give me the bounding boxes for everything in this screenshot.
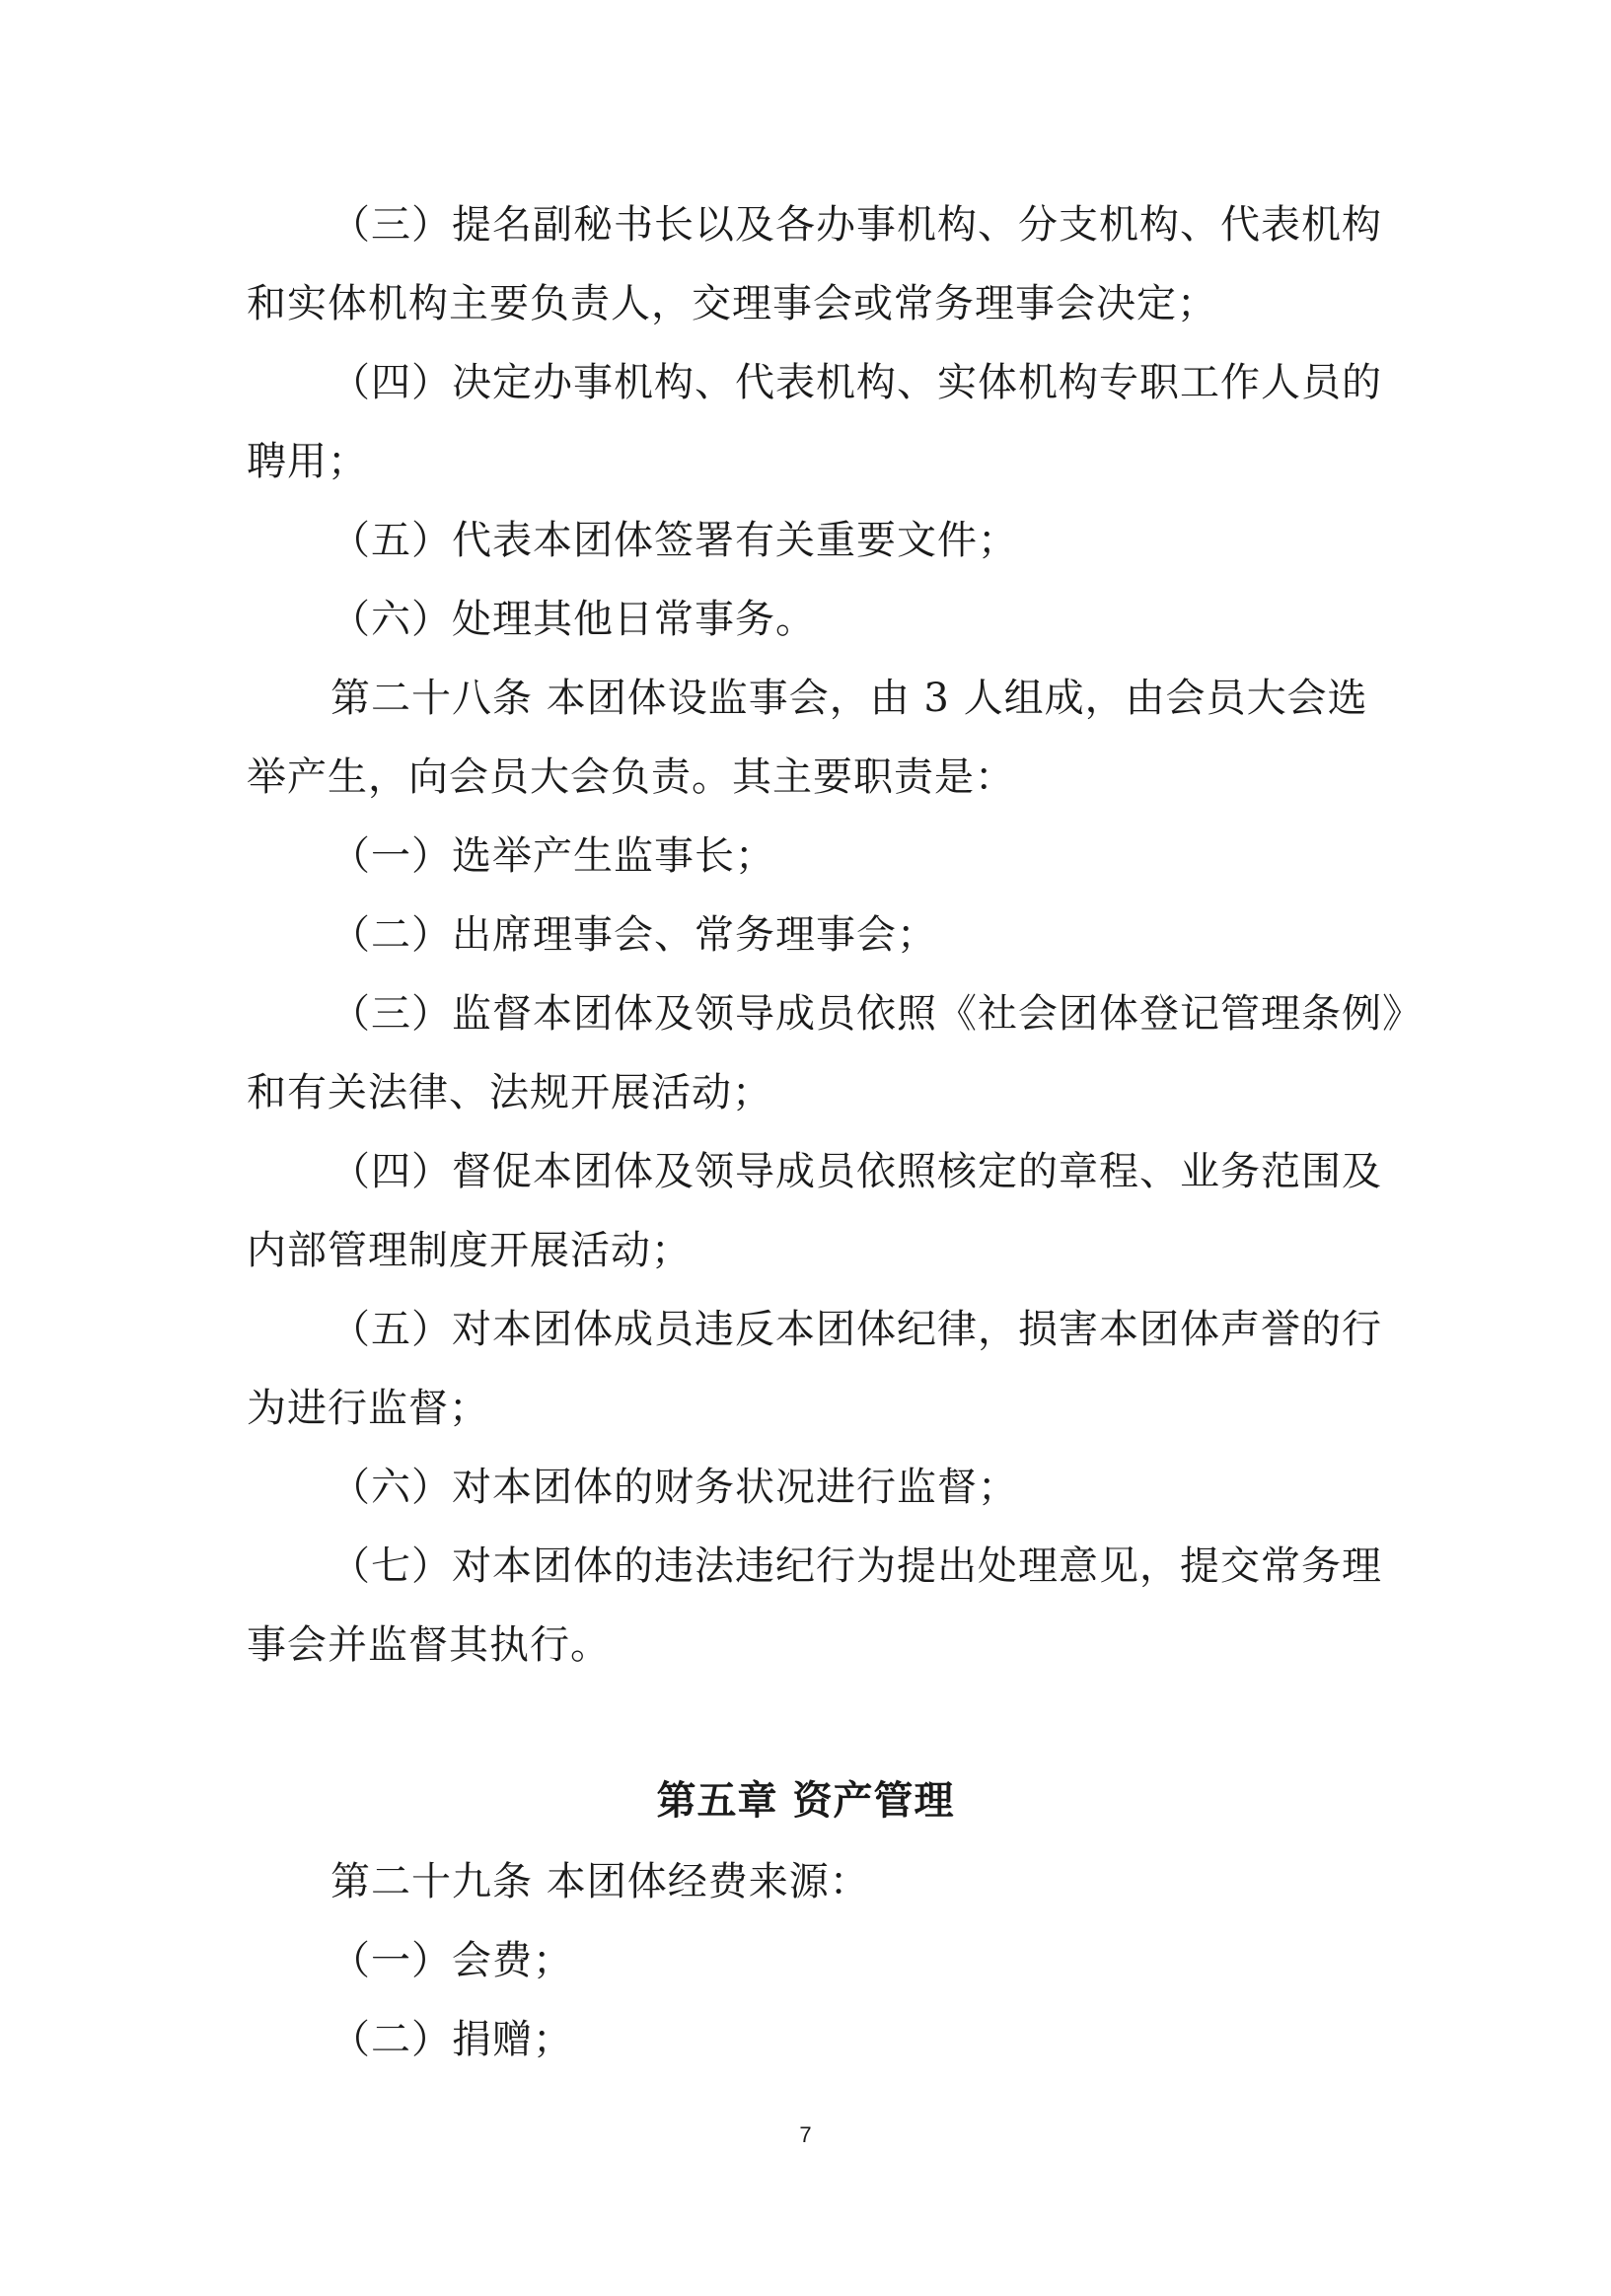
- paragraph: [247, 1527, 1381, 1685]
- paragraph: [247, 2000, 1381, 2079]
- paragraph-line: （四）督促本团体及领导成员依照核定的章程、业务范围及: [330, 1149, 1382, 1194]
- paragraph-line: （三）提名副秘书长以及各办事机构、分支机构、代表机构: [330, 202, 1382, 248]
- paragraph-line: （六）对本团体的财务状况进行监督；: [330, 1465, 1018, 1510]
- paragraph: [247, 896, 1381, 974]
- paragraph-line: （五）对本团体成员违反本团体纪律，损害本团体声誉的行: [330, 1307, 1382, 1352]
- chapter-heading: 第五章 资产管理: [656, 1778, 955, 1824]
- paragraph-line: 和实体机构主要负责人，交理事会或常务理事会决定；: [247, 281, 1217, 326]
- paragraph: [247, 1842, 1381, 1921]
- paragraph: [247, 185, 1381, 343]
- paragraph-line: 第二十八条 本团体设监事会，由 3 人组成，由会员大会选: [330, 676, 1368, 721]
- paragraph-line: （二）捐赠；: [330, 2017, 573, 2062]
- paragraph-line: （六）处理其他日常事务。: [330, 597, 816, 642]
- paragraph-line: 事会并监督其执行。: [247, 1622, 611, 1668]
- paragraph-line: 举产生，向会员大会负责。其主要职责是：: [247, 754, 1015, 800]
- paragraph: [247, 1921, 1381, 2000]
- paragraph: [247, 1290, 1381, 1448]
- paragraph-line: 第二十九条 本团体经费来源：: [330, 1859, 870, 1904]
- paragraph-line: （一）会费；: [330, 1938, 573, 1983]
- paragraph: [247, 501, 1381, 580]
- page-number: 7: [799, 2122, 812, 2147]
- paragraph: [247, 974, 1423, 1132]
- paragraph-line: （四）决定办事机构、代表机构、实体机构专职工作人员的: [330, 360, 1382, 405]
- paragraph: [247, 1132, 1381, 1290]
- paragraph-line: 聘用；: [247, 439, 368, 484]
- paragraph: [247, 1448, 1381, 1527]
- paragraph: [247, 817, 1381, 896]
- paragraph-line: （二）出席理事会、常务理事会；: [330, 912, 937, 958]
- paragraph: [247, 580, 1381, 659]
- paragraph: [247, 343, 1381, 501]
- paragraph-line: 内部管理制度开展活动；: [247, 1228, 692, 1273]
- paragraph-line: （五）代表本团体签署有关重要文件；: [330, 518, 1018, 563]
- paragraph-line: 为进行监督；: [247, 1386, 489, 1431]
- paragraph-line: （一）选举产生监事长；: [330, 833, 775, 879]
- paragraph-line: （七）对本团体的违法违纪行为提出处理意见，提交常务理: [330, 1543, 1382, 1589]
- paragraph-line: 和有关法律、法规开展活动；: [247, 1070, 772, 1115]
- paragraph: [247, 659, 1381, 817]
- paragraph-line: （三）监督本团体及领导成员依照《社会团体登记管理条例》: [330, 991, 1423, 1037]
